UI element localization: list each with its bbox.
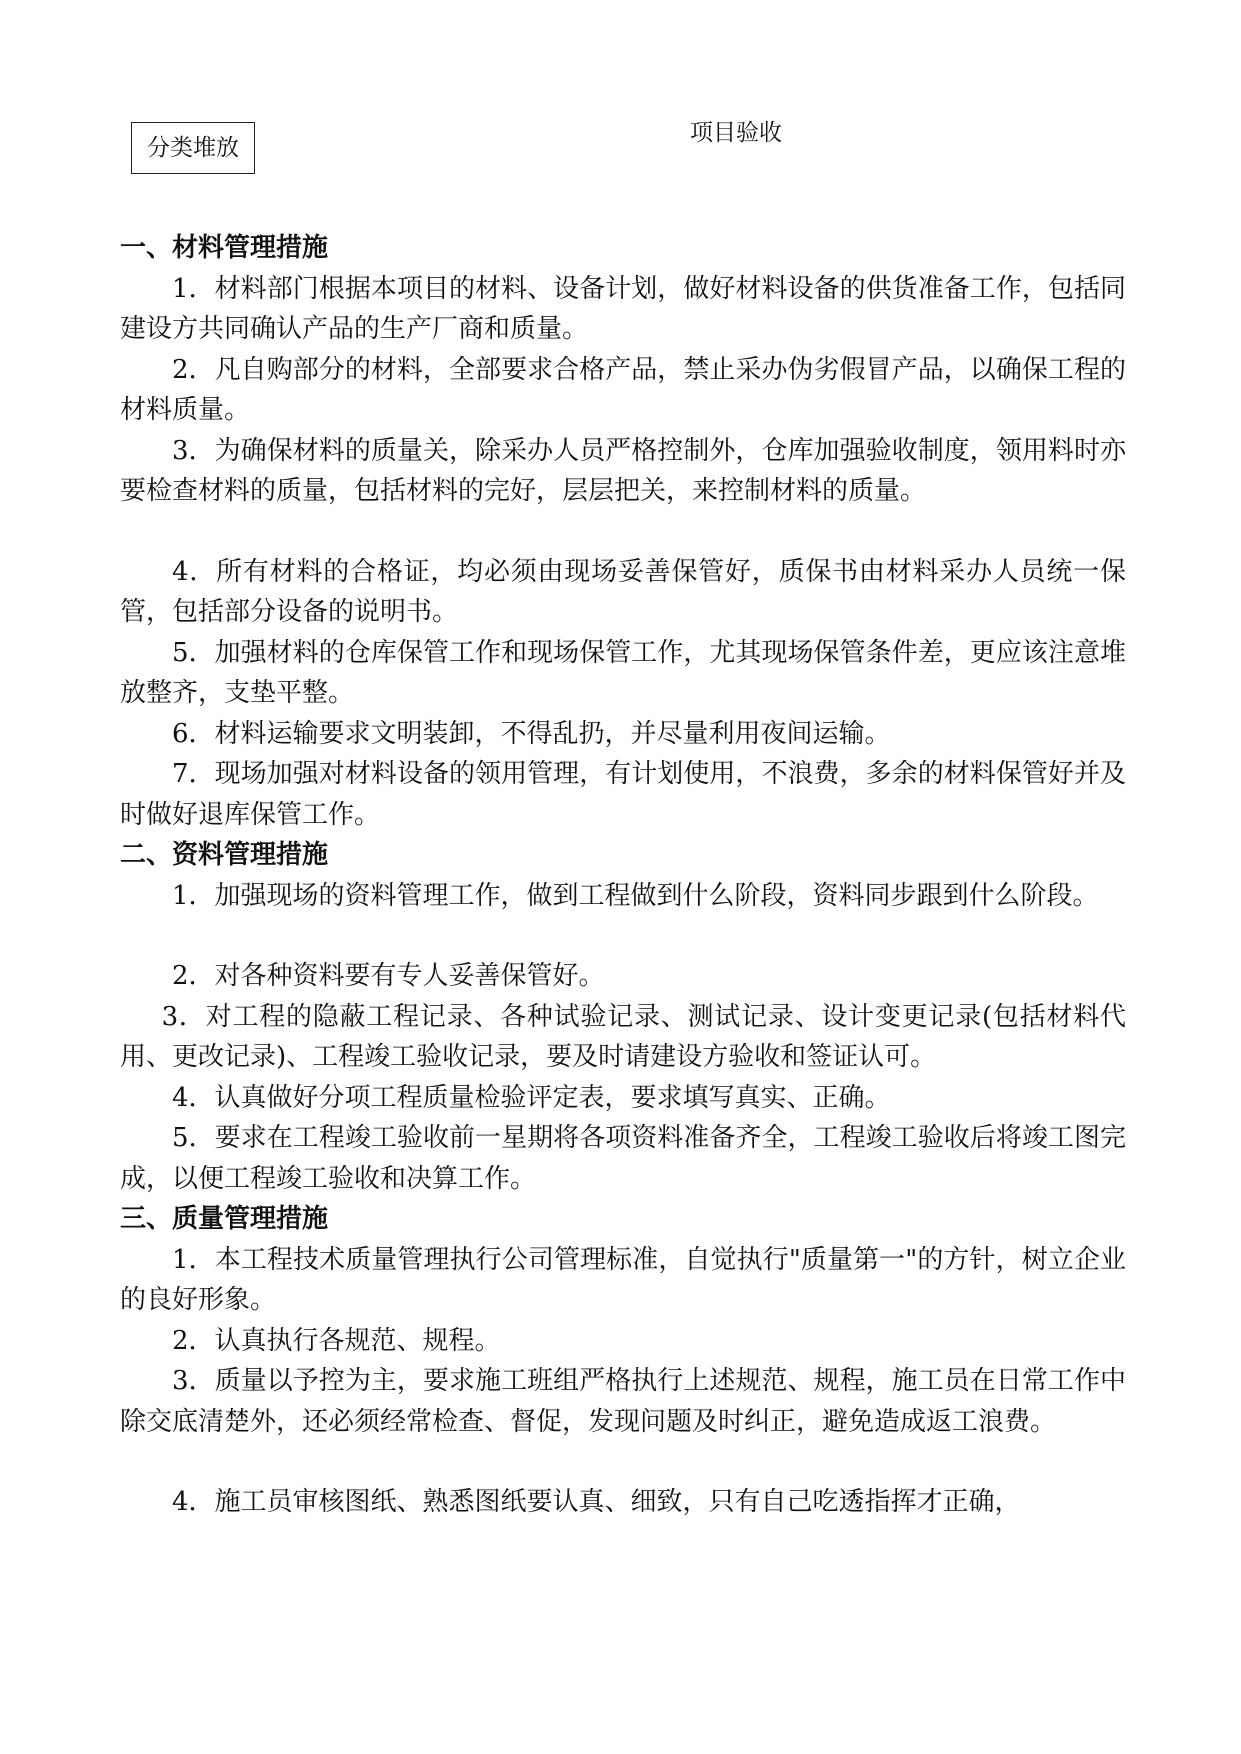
materials-item-3: 3．为确保材料的质量关，除采办人员严格控制外，仓库加强验收制度，领用料时亦要检查材料的质量，包括材料的完好，层层把关，来控制材料的质量。 — [120, 435, 1126, 506]
section-heading-quality: 三、质量管理措施 — [120, 1204, 329, 1234]
quality-item-2: 2．认真执行各规范、规程。 — [172, 1325, 501, 1356]
documents-item-1: 1．加强现场的资料管理工作，做到工程做到什么阶段，资料同步跟到什么阶段。 — [172, 880, 1099, 911]
quality-item-1: 1．本工程技术质量管理执行公司管理标准，自觉执行"质量第一"的方针，树立企业的良好形象。 — [120, 1244, 1126, 1315]
section-heading-materials: 一、材料管理措施 — [120, 233, 329, 263]
documents-item-2: 2．对各种资料要有专人妥善保管好。 — [172, 961, 605, 991]
quality-item-3: 3．质量以予控为主，要求施工班组严格执行上述规范、规程，施工员在日常工作中除交底清楚外，还必须经常检查、督促，发现问题及时纠正，避免造成返工浪费。 — [120, 1366, 1126, 1437]
materials-item-7: 7．现场加强对材料设备的领用管理，有计划使用，不浪费，多余的材料保管好并及时做好退库保管工作。 — [120, 759, 1126, 830]
documents-item-4: 4．认真做好分项工程质量检验评定表，要求填写真实、正确。 — [172, 1082, 891, 1113]
documents-item-5: 5．要求在工程竣工验收前一星期将各项资料准备齐全，工程竣工验收后将竣工图完成，以便工程竣工验收和决算工作。 — [120, 1123, 1126, 1194]
materials-item-6: 6．材料运输要求文明装卸，不得乱扔，并尽量利用夜间运输。 — [172, 718, 891, 749]
section-heading-documents: 二、资料管理措施 — [120, 840, 329, 870]
materials-item-1: 1．材料部门根据本项目的材料、设备计划，做好材料设备的供货准备工作，包括同建设方共同确认产品的生产厂商和质量。 — [120, 273, 1126, 344]
project-acceptance-caption: 项目验收 — [690, 120, 782, 146]
classified-stacking-label: 分类堆放 — [131, 122, 255, 174]
materials-item-2: 2．凡自购部分的材料，全部要求合格产品，禁止采办伪劣假冒产品，以确保工程的材料质量。 — [120, 354, 1126, 425]
materials-item-4: 4．所有材料的合格证，均必须由现场妥善保管好，质保书由材料采办人员统一保管，包括部分设备的说明书。 — [120, 556, 1126, 627]
document-body — [120, 228, 1126, 1523]
documents-item-3: 3．对工程的隐蔽工程记录、各种试验记录、测试记录、设计变更记录(包括材料代用、更改记录)、工程竣工验收记录，要及时请建设方验收和签证认可。 — [120, 1001, 1126, 1072]
quality-item-4: 4．施工员审核图纸、熟悉图纸要认真、细致，只有自己吃透指挥才正确， — [172, 1487, 1021, 1517]
materials-item-5: 5．加强材料的仓库保管工作和现场保管工作，尤其现场保管条件差，更应该注意堆放整齐，支垫平整。 — [120, 637, 1126, 708]
